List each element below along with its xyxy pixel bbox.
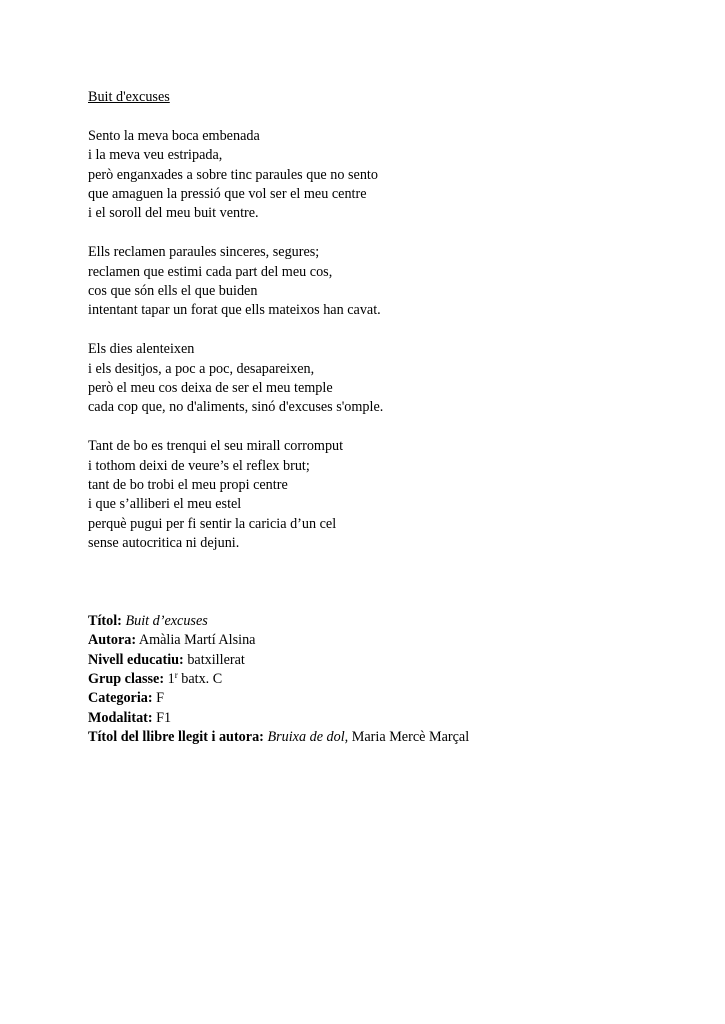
meta-row-llibre (88, 728, 648, 747)
poem-line: però enganxades a sobre tinc paraules que no sento (88, 166, 378, 183)
meta-book-author: Maria Mercè Marçal (351, 729, 470, 746)
meta-row-autora (88, 631, 648, 650)
meta-row-categoria (88, 689, 648, 708)
poem-line: i que s’alliberi el meu estel (88, 496, 242, 513)
poem-stanza-1 (88, 127, 648, 224)
poem-line: Sento la meva boca embenada (88, 127, 260, 144)
meta-row-modalitat (88, 709, 648, 728)
poem-stanza-4 (88, 437, 648, 553)
poem-line: intentant tapar un forat que ells mateixos han cavat. (88, 302, 381, 319)
meta-label: Títol: (88, 612, 122, 629)
poem-line: Tant de bo es trenqui el seu mirall corromput (88, 438, 344, 455)
poem-line: sense autocritica ni dejuni. (88, 535, 240, 552)
meta-value: F (156, 690, 165, 707)
poem-line: però el meu cos deixa de ser el meu temple (88, 380, 333, 397)
meta-row-titol (88, 612, 648, 631)
submission-metadata (88, 612, 648, 748)
meta-label: Autora: (88, 632, 137, 649)
poem-line: cada cop que, no d'aliments, sinó d'excuses s'omple. (88, 399, 384, 416)
meta-row-nivell (88, 651, 648, 670)
meta-row-grup (88, 670, 648, 689)
meta-label: Grup classe: (88, 670, 165, 687)
meta-value-num: 1 (167, 670, 175, 687)
meta-label: Modalitat: (88, 709, 153, 726)
poem-stanza-2 (88, 243, 648, 321)
meta-value: Amàlia Martí Alsina (138, 632, 256, 649)
poem-line: i els desitjos, a poc a poc, desapareixen, (88, 360, 315, 377)
poem-stanza-3 (88, 340, 648, 418)
poem-line: i tothom deixi de veure’s el reflex brut; (88, 457, 310, 474)
poem-line: que amaguen la pressió que vol ser el meu centre (88, 186, 367, 203)
poem-line: i el soroll del meu buit ventre. (88, 205, 259, 222)
meta-value: F1 (156, 709, 172, 726)
poem-line: i la meva veu estripada, (88, 147, 223, 164)
meta-value: batxillerat (187, 651, 245, 668)
poem-line: reclamen que estimi cada part del meu cos, (88, 263, 333, 280)
poem-line: cos que són ells el que buiden (88, 283, 258, 300)
document-content (88, 88, 648, 748)
meta-value-sup: r (174, 669, 178, 680)
poem-line: perquè pugui per fi sentir la caricia d’un cel (88, 515, 337, 532)
meta-book-title: Bruixa de dol, (267, 729, 349, 746)
meta-value-rest: batx. C (181, 670, 223, 687)
poem-line: Els dies alenteixen (88, 341, 195, 358)
meta-label: Nivell educatiu: (88, 651, 184, 668)
meta-label: Categoria: (88, 690, 153, 707)
poem-line: tant de bo trobi el meu propi centre (88, 477, 288, 494)
poem-line: Ells reclamen paraules sinceres, segures; (88, 244, 320, 261)
poem-title: Buit d'excuses (88, 89, 170, 105)
meta-value: Buit d’excuses (125, 612, 208, 629)
meta-label: Títol del llibre llegit i autora: (88, 729, 264, 746)
